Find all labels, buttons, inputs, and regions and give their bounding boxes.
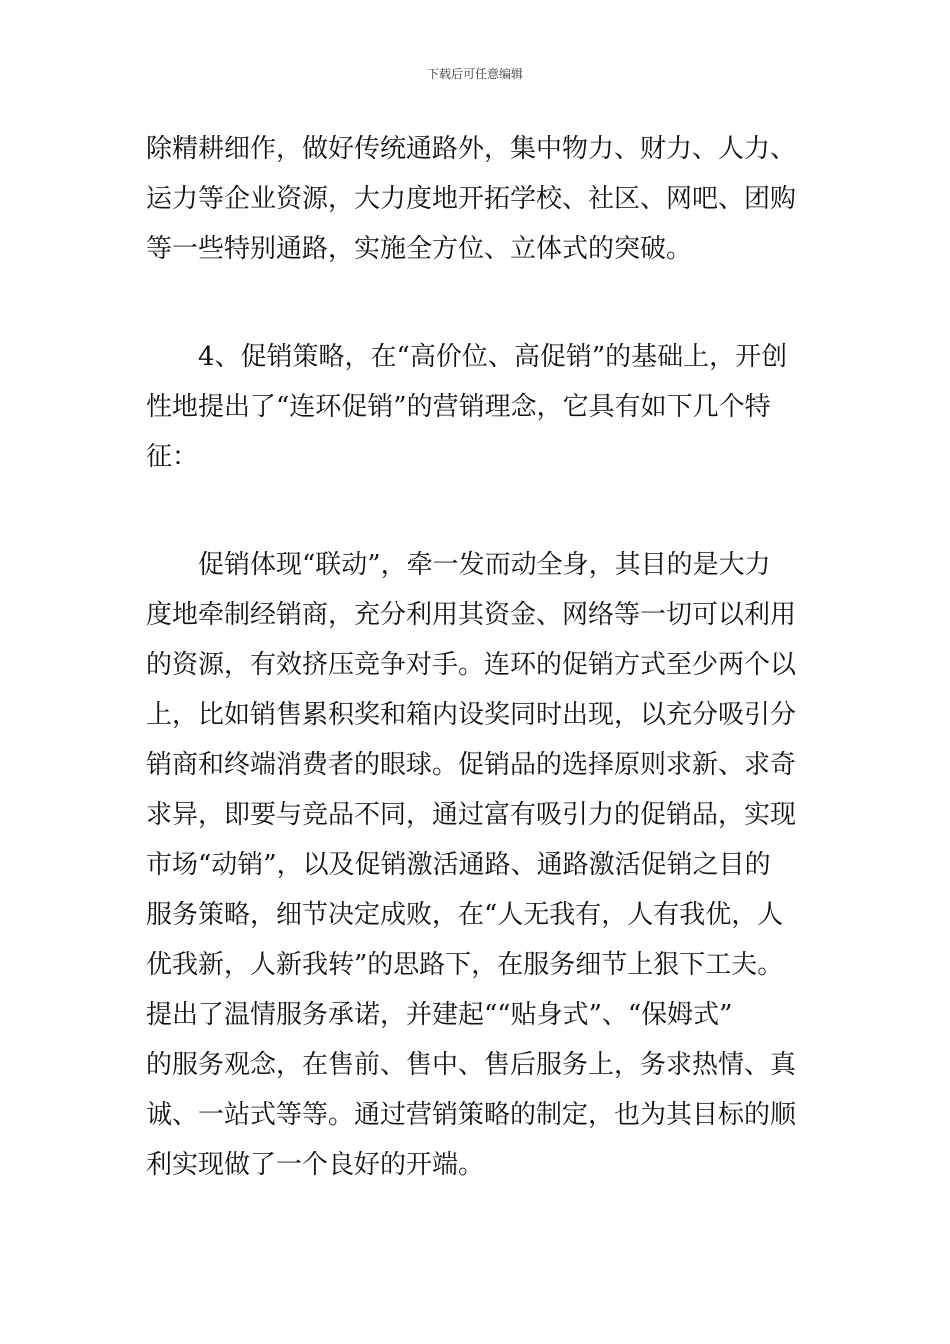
text-line: 服务策略，细节决定成败，在“人无我有，人有我优，人	[146, 900, 784, 930]
text-line: 度地牵制经销商，充分利用其资金、网络等一切可以利用	[146, 600, 797, 630]
text-line: 性地提出了“连环促销”的营销理念，它具有如下几个特	[146, 392, 771, 422]
paragraph-spacer	[146, 482, 806, 540]
paragraph-channel-strategy	[146, 124, 806, 274]
text-line: 优我新，人新我转”的思路下，在服务细节上狠下工夫。	[146, 950, 784, 980]
text-line: 市场“动销”，以及促销激活通路、通路激活促销之目的	[146, 850, 771, 880]
text-line: 运力等企业资源，大力度地开拓学校、社区、网吧、团购	[146, 184, 797, 214]
text-line: 征：	[146, 442, 199, 472]
text-line: 销商和终端消费者的眼球。促销品的选择原则求新、求奇	[146, 750, 797, 780]
paragraph-spacer	[146, 274, 806, 332]
text-line: 利实现做了一个良好的开端。	[146, 1150, 485, 1180]
text-line: 诚、一站式等等。通过营销策略的制定，也为其目标的顺	[146, 1100, 797, 1130]
text-line: 上，比如销售累积奖和箱内设奖同时出现，以充分吸引分	[146, 700, 797, 730]
paragraph-promotion-details	[146, 540, 806, 1190]
document-body	[146, 124, 806, 1190]
text-line: 除精耕细作，做好传统通路外，集中物力、财力、人力、	[146, 134, 797, 164]
paragraph-promotion-strategy	[146, 332, 806, 482]
text-line: 促销体现“联动”，牵一发而动全身，其目的是大力	[198, 550, 771, 580]
text-line: 求异，即要与竞品不同，通过富有吸引力的促销品，实现	[146, 800, 797, 830]
text-line: 4、促销策略，在“高价位、高促销”的基础上，开创	[198, 342, 788, 372]
text-line: 提出了温情服务承诺，并建起““贴身式”、“保姆式”	[146, 1000, 733, 1030]
text-line: 的服务观念，在售前、售中、售后服务上，务求热情、真	[146, 1050, 797, 1080]
text-line: 的资源，有效挤压竞争对手。连环的促销方式至少两个以	[146, 650, 797, 680]
text-line: 等一些特别通路，实施全方位、立体式的突破。	[146, 234, 693, 264]
page-header-note: 下载后可任意编辑	[426, 67, 523, 81]
